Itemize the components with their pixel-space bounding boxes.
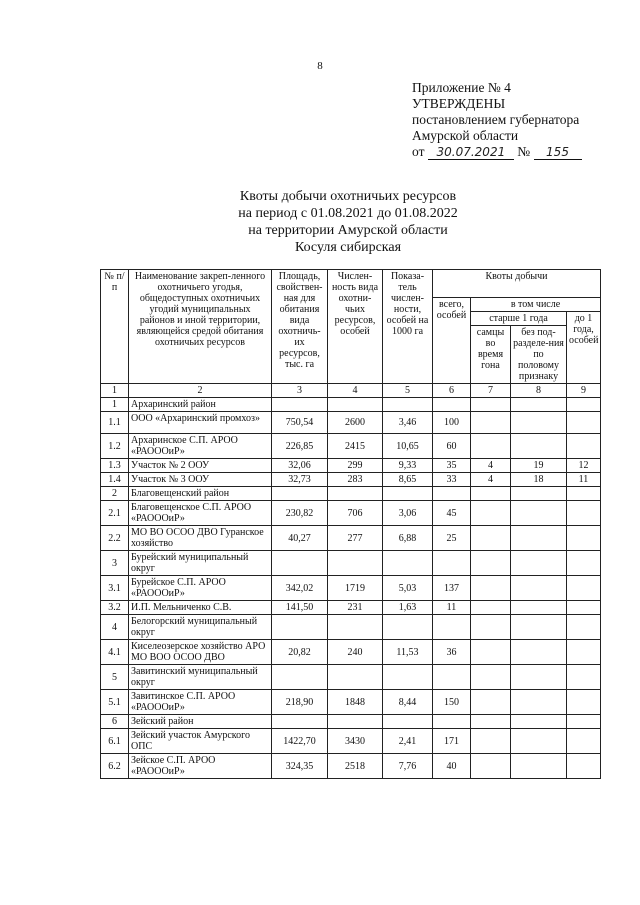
cell-total xyxy=(433,398,471,412)
column-number: 3 xyxy=(272,384,328,398)
section-row xyxy=(101,665,601,690)
section-row xyxy=(101,398,601,412)
cell-count xyxy=(328,715,383,729)
row-number: 3 xyxy=(101,551,129,576)
decree-label: постановлением губернатора xyxy=(412,112,580,127)
column-number: 9 xyxy=(567,384,601,398)
cell-nodiv xyxy=(511,729,567,754)
cell-total: 45 xyxy=(433,501,471,526)
cell-density xyxy=(383,487,433,501)
row-name: ООО «Архаринский промхоз» xyxy=(129,412,272,434)
cell-count: 240 xyxy=(328,640,383,665)
cell-area: 218,90 xyxy=(272,690,328,715)
row-name: Архаринское С.П. АРОО «РАОООиР» xyxy=(129,434,272,459)
cell-nodiv xyxy=(511,412,567,434)
row-number: 1 xyxy=(101,398,129,412)
column-number: 4 xyxy=(328,384,383,398)
row-number: 4 xyxy=(101,615,129,640)
row-name: Архаринский район xyxy=(129,398,272,412)
section-row xyxy=(101,551,601,576)
cell-area: 226,85 xyxy=(272,434,328,459)
cell-males xyxy=(471,412,511,434)
cell-total: 150 xyxy=(433,690,471,715)
table-row xyxy=(101,640,601,665)
row-name: Завитинское С.П. АРОО «РАОООиР» xyxy=(129,690,272,715)
cell-young xyxy=(567,434,601,459)
header-name: Наименование закреп-ленного охотничьего угодья, общедоступных охотничьих угодий муниципальных районов и иной территории, являющейся средой обитания охотничьих ресурсов xyxy=(129,270,272,384)
cell-nodiv xyxy=(511,501,567,526)
cell-young xyxy=(567,398,601,412)
column-number-row xyxy=(101,384,601,398)
cell-total: 35 xyxy=(433,459,471,473)
cell-males xyxy=(471,640,511,665)
region-label: Амурской области xyxy=(412,128,519,143)
row-name: И.П. Мельниченко С.В. xyxy=(129,601,272,615)
cell-area xyxy=(272,398,328,412)
row-number: 1.4 xyxy=(101,473,129,487)
cell-density: 10,65 xyxy=(383,434,433,459)
date-prefix: от xyxy=(412,144,425,159)
approval-block xyxy=(412,80,582,160)
table-row xyxy=(101,601,601,615)
section-row xyxy=(101,487,601,501)
row-name: Зейский участок Амурского ОПС xyxy=(129,729,272,754)
cell-nodiv xyxy=(511,434,567,459)
cell-nodiv xyxy=(511,526,567,551)
handwritten-date: 30.07.2021 xyxy=(428,146,514,160)
row-number: 1.2 xyxy=(101,434,129,459)
title-line-1: Квоты добычи охотничьих ресурсов xyxy=(239,189,457,204)
row-name: Благовещенское С.П. АРОО «РАОООиР» xyxy=(129,501,272,526)
row-number: 1.3 xyxy=(101,459,129,473)
cell-area: 141,50 xyxy=(272,601,328,615)
cell-density xyxy=(383,398,433,412)
cell-count xyxy=(328,487,383,501)
cell-total: 40 xyxy=(433,754,471,779)
cell-males xyxy=(471,551,511,576)
cell-young xyxy=(567,754,601,779)
cell-area: 230,82 xyxy=(272,501,328,526)
cell-total: 137 xyxy=(433,576,471,601)
cell-count xyxy=(328,665,383,690)
cell-count: 299 xyxy=(328,459,383,473)
cell-young xyxy=(567,551,601,576)
cell-density: 2,41 xyxy=(383,729,433,754)
appendix-label: Приложение № 4 xyxy=(412,80,511,95)
row-name: Киселеозерское хозяйство АРО МО ВОО ОСОО ДВО xyxy=(129,640,272,665)
cell-young xyxy=(567,715,601,729)
cell-nodiv xyxy=(511,615,567,640)
cell-young xyxy=(567,501,601,526)
cell-count xyxy=(328,615,383,640)
cell-nodiv xyxy=(511,576,567,601)
header-area: Площадь, свойствен-ная для обитания вида охотничь-их ресурсов, тыс. га xyxy=(272,270,328,384)
cell-count: 706 xyxy=(328,501,383,526)
cell-nodiv xyxy=(511,690,567,715)
row-number: 5 xyxy=(101,665,129,690)
row-name: Участок № 3 ООУ xyxy=(129,473,272,487)
cell-young xyxy=(567,615,601,640)
row-name: Завитинский муниципальный округ xyxy=(129,665,272,690)
table-row xyxy=(101,729,601,754)
cell-young: 11 xyxy=(567,473,601,487)
cell-young xyxy=(567,487,601,501)
handwritten-number: 155 xyxy=(534,146,582,160)
cell-males xyxy=(471,615,511,640)
cell-total: 171 xyxy=(433,729,471,754)
cell-density: 9,33 xyxy=(383,459,433,473)
cell-males xyxy=(471,754,511,779)
cell-nodiv xyxy=(511,601,567,615)
cell-nodiv: 19 xyxy=(511,459,567,473)
table-row xyxy=(101,473,601,487)
table-row xyxy=(101,526,601,551)
cell-nodiv xyxy=(511,665,567,690)
cell-nodiv xyxy=(511,398,567,412)
column-number: 7 xyxy=(471,384,511,398)
row-number: 2 xyxy=(101,487,129,501)
cell-density xyxy=(383,551,433,576)
cell-total: 36 xyxy=(433,640,471,665)
cell-nodiv xyxy=(511,487,567,501)
header-count: Числен-ность вида охотни-чьих ресурсов, особей xyxy=(328,270,383,384)
header-young: до 1 года, особей xyxy=(567,312,601,384)
cell-males xyxy=(471,715,511,729)
header-nodiv: без под-разделе-ния по половому признаку xyxy=(511,326,567,384)
cell-density: 5,03 xyxy=(383,576,433,601)
cell-area: 750,54 xyxy=(272,412,328,434)
header-males: самцы во время гона xyxy=(471,326,511,384)
cell-density xyxy=(383,715,433,729)
row-name: Благовещенский район xyxy=(129,487,272,501)
cell-total: 100 xyxy=(433,412,471,434)
table-row xyxy=(101,412,601,434)
row-name: Бурейское С.П. АРОО «РАОООиР» xyxy=(129,576,272,601)
quota-table xyxy=(100,269,601,779)
table-row xyxy=(101,754,601,779)
cell-count: 2518 xyxy=(328,754,383,779)
cell-area: 32,06 xyxy=(272,459,328,473)
section-row xyxy=(101,615,601,640)
cell-density: 3,46 xyxy=(383,412,433,434)
cell-nodiv xyxy=(511,715,567,729)
section-row xyxy=(101,715,601,729)
cell-young: 12 xyxy=(567,459,601,473)
cell-density: 11,53 xyxy=(383,640,433,665)
header-num: № п/п xyxy=(101,270,129,384)
row-number: 6 xyxy=(101,715,129,729)
cell-young xyxy=(567,729,601,754)
cell-total: 25 xyxy=(433,526,471,551)
cell-count: 2415 xyxy=(328,434,383,459)
cell-area: 342,02 xyxy=(272,576,328,601)
cell-area: 1422,70 xyxy=(272,729,328,754)
header-older: старше 1 года xyxy=(471,312,567,326)
row-number: 4.1 xyxy=(101,640,129,665)
row-name: Участок № 2 ООУ xyxy=(129,459,272,473)
cell-total xyxy=(433,615,471,640)
cell-males xyxy=(471,665,511,690)
row-name: Белогорский муниципальный округ xyxy=(129,615,272,640)
cell-young xyxy=(567,526,601,551)
title-line-3: на территории Амурской области xyxy=(248,223,448,238)
cell-count: 277 xyxy=(328,526,383,551)
cell-count: 1848 xyxy=(328,690,383,715)
cell-nodiv xyxy=(511,754,567,779)
cell-area xyxy=(272,615,328,640)
cell-total xyxy=(433,665,471,690)
column-number: 5 xyxy=(383,384,433,398)
header-including: в том числе xyxy=(471,298,601,312)
header-total: всего, особей xyxy=(433,298,471,384)
approved-label: УТВЕРЖДЕНЫ xyxy=(412,96,506,111)
cell-nodiv: 18 xyxy=(511,473,567,487)
table-row xyxy=(101,459,601,473)
cell-total xyxy=(433,715,471,729)
row-number: 2.2 xyxy=(101,526,129,551)
cell-area: 324,35 xyxy=(272,754,328,779)
table-row xyxy=(101,434,601,459)
cell-area xyxy=(272,487,328,501)
cell-males xyxy=(471,487,511,501)
row-number: 6.1 xyxy=(101,729,129,754)
cell-males xyxy=(471,526,511,551)
document-title xyxy=(0,188,640,256)
cell-area xyxy=(272,715,328,729)
row-name: Зейское С.П. АРОО «РАОООиР» xyxy=(129,754,272,779)
cell-males xyxy=(471,398,511,412)
cell-density: 8,65 xyxy=(383,473,433,487)
cell-young xyxy=(567,665,601,690)
cell-count: 1719 xyxy=(328,576,383,601)
column-number: 8 xyxy=(511,384,567,398)
cell-density xyxy=(383,615,433,640)
title-line-4: Косуля сибирская xyxy=(294,240,402,255)
cell-count: 231 xyxy=(328,601,383,615)
cell-young xyxy=(567,690,601,715)
cell-nodiv xyxy=(511,551,567,576)
cell-density: 6,88 xyxy=(383,526,433,551)
row-number: 6.2 xyxy=(101,754,129,779)
row-number: 5.1 xyxy=(101,690,129,715)
cell-area xyxy=(272,551,328,576)
cell-total xyxy=(433,487,471,501)
row-name: МО ВО ОСОО ДВО Гуранское хозяйство xyxy=(129,526,272,551)
cell-count xyxy=(328,398,383,412)
cell-area: 40,27 xyxy=(272,526,328,551)
number-prefix: № xyxy=(517,144,531,159)
cell-density: 1,63 xyxy=(383,601,433,615)
cell-males xyxy=(471,729,511,754)
cell-count: 283 xyxy=(328,473,383,487)
table-row xyxy=(101,501,601,526)
cell-males xyxy=(471,434,511,459)
row-number: 1.1 xyxy=(101,412,129,434)
cell-males: 4 xyxy=(471,473,511,487)
cell-nodiv xyxy=(511,640,567,665)
cell-males xyxy=(471,601,511,615)
row-name: Бурейский муниципальный округ xyxy=(129,551,272,576)
cell-males: 4 xyxy=(471,459,511,473)
cell-total: 60 xyxy=(433,434,471,459)
row-number: 2.1 xyxy=(101,501,129,526)
cell-density: 8,44 xyxy=(383,690,433,715)
column-number: 1 xyxy=(101,384,129,398)
cell-young xyxy=(567,640,601,665)
table-row xyxy=(101,576,601,601)
column-number: 6 xyxy=(433,384,471,398)
cell-young xyxy=(567,601,601,615)
cell-density: 7,76 xyxy=(383,754,433,779)
page-number: 8 xyxy=(317,60,323,72)
cell-count: 2600 xyxy=(328,412,383,434)
cell-young xyxy=(567,412,601,434)
cell-density: 3,06 xyxy=(383,501,433,526)
cell-area: 32,73 xyxy=(272,473,328,487)
cell-density xyxy=(383,665,433,690)
cell-area: 20,82 xyxy=(272,640,328,665)
column-number: 2 xyxy=(129,384,272,398)
cell-males xyxy=(471,501,511,526)
cell-males xyxy=(471,690,511,715)
row-number: 3.2 xyxy=(101,601,129,615)
cell-total: 11 xyxy=(433,601,471,615)
cell-total: 33 xyxy=(433,473,471,487)
title-line-2: на период с 01.08.2021 до 01.08.2022 xyxy=(238,206,458,221)
row-name: Зейский район xyxy=(129,715,272,729)
header-density: Показа-тель числен-ности, особей на 1000 га xyxy=(383,270,433,384)
cell-area xyxy=(272,665,328,690)
table-row xyxy=(101,690,601,715)
cell-count: 3430 xyxy=(328,729,383,754)
row-number: 3.1 xyxy=(101,576,129,601)
cell-young xyxy=(567,576,601,601)
cell-total xyxy=(433,551,471,576)
date-line xyxy=(412,144,582,160)
header-quota: Квоты добычи xyxy=(433,270,601,298)
cell-count xyxy=(328,551,383,576)
cell-males xyxy=(471,576,511,601)
